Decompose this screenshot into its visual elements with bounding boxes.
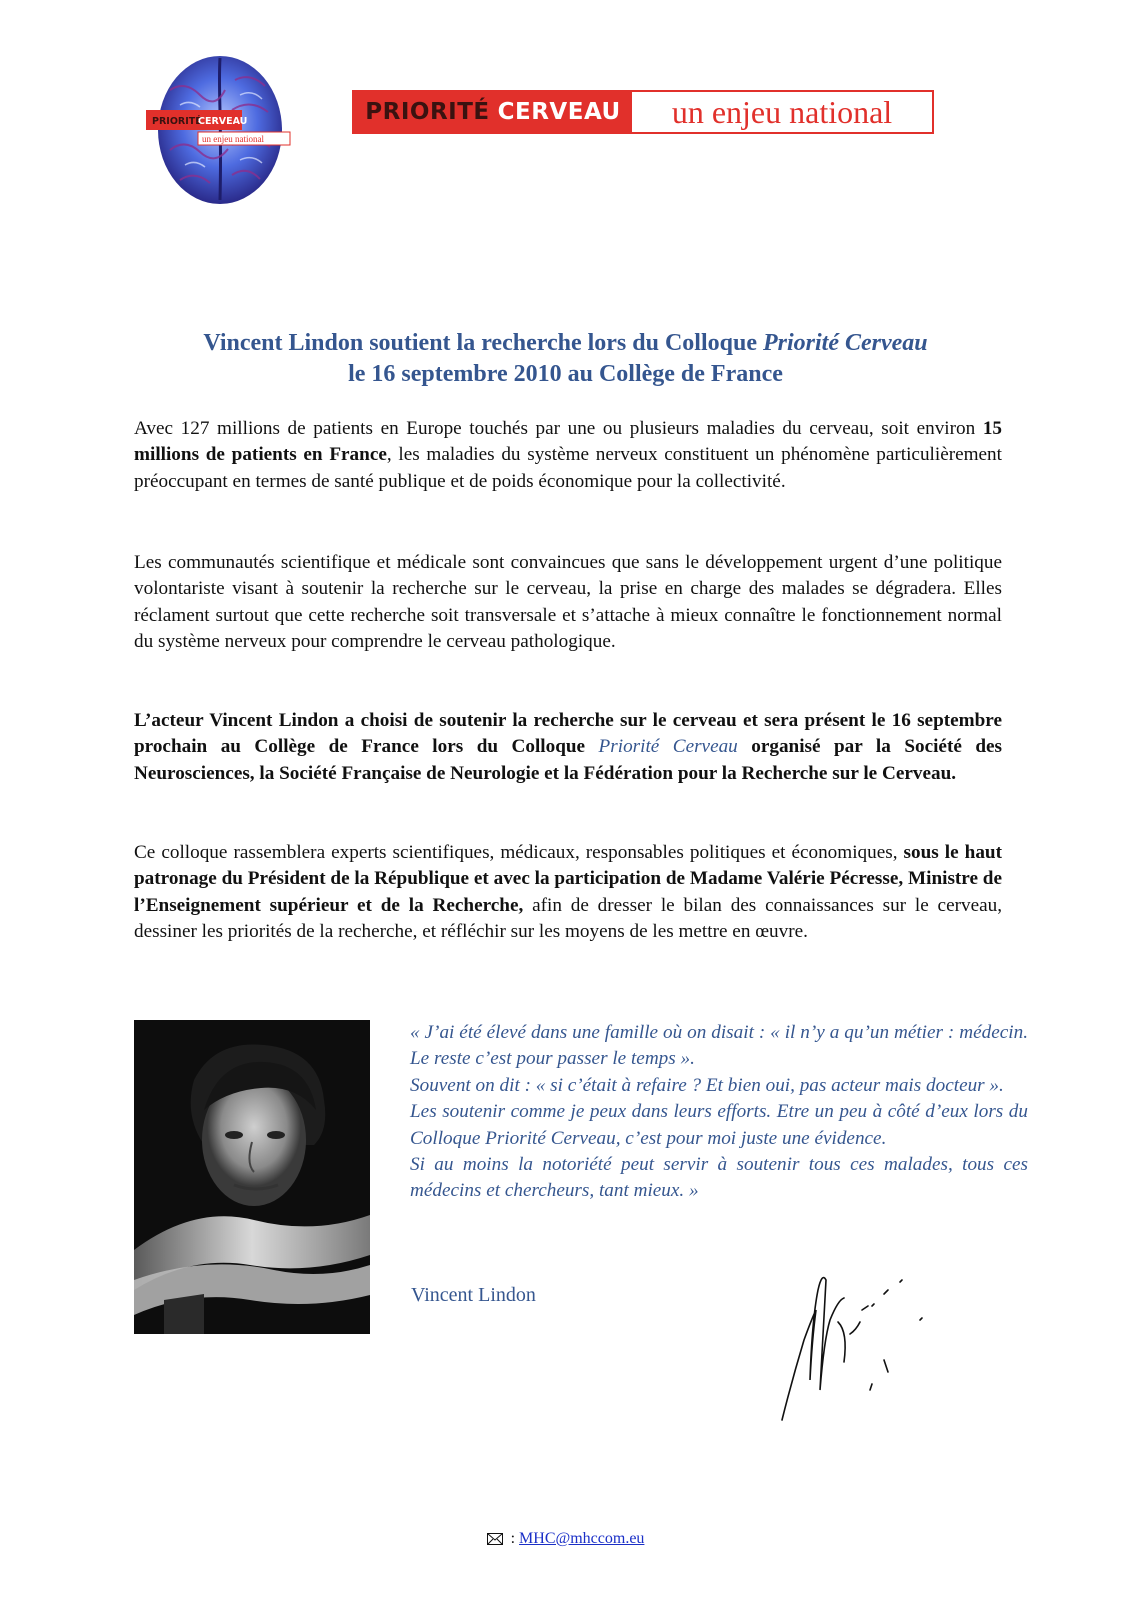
title-line1-text: Vincent Lindon soutient la recherche lors du Colloque [203, 330, 763, 356]
footer-contact [0, 1530, 1131, 1548]
logo-word1: PRIORITÉ [152, 116, 202, 127]
paragraph-4 [134, 840, 1002, 946]
banner-tagline: un enjeu national [671, 93, 893, 130]
footer-separator: : [506, 1530, 520, 1547]
paragraph-3-colloque-name: Priorité Cerveau [598, 736, 738, 758]
banner-brand-block [354, 92, 632, 132]
quote-line-1: « J’ai été élevé dans une famille où on disait : « il n’y a qu’un métier : médecin. Le reste c’est pour passer le temps ». [410, 1022, 1028, 1070]
quote-line-2: Souvent on dit : « si c’était à refaire ? Et bien oui, pas acteur mais docteur ». [410, 1074, 1004, 1096]
title-line1 [100, 328, 1031, 359]
logo-tagline: un enjeu national [202, 134, 264, 144]
paragraph-3-text-c: organisé par la Société des Neurosciences, la Société Française de Neurologie et la Fédération pour la Recherche sur le Cerveau. [134, 736, 1002, 784]
paragraph-4-bold: sous le haut patronage du Président de la République et avec la participation de Madame Valérie Pécresse, Ministre de l’Enseignement supérieur et de la Recherche, [134, 842, 1002, 916]
banner-word2: CERVEAU [497, 99, 621, 125]
paragraph-1-text-a: Avec 127 millions de patients en Europe touchés par une ou plusieurs maladies du cerveau, soit environ [134, 418, 983, 439]
banner-word1: PRIORITÉ [365, 99, 490, 125]
logo-word2: CERVEAU [198, 116, 248, 127]
brain-logo-icon [140, 50, 300, 210]
quote-block [410, 1020, 1028, 1205]
header-banner [352, 90, 934, 134]
paragraph-1-bold: 15 millions de patients en France [134, 418, 1002, 466]
quote-author: Vincent Lindon [411, 1284, 536, 1306]
paragraph-4-text-c: afin de dresser le bilan des connaissances sur le cerveau, dessiner les priorités de la recherche, et réfléchir sur les moyens de les mettre en œuvre. [134, 894, 1003, 943]
paragraph-1-text-c: , les maladies du système nerveux constituent un phénomène particulièrement préoccupant en termes de santé publique et de poids économique pour la collectivité. [134, 444, 1002, 492]
paragraph-3 [134, 708, 1002, 787]
press-release-title [100, 328, 1031, 390]
paragraph-4-text-a: Ce colloque rassemblera experts scientifiques, médicaux, responsables politiques et économiques, [134, 842, 904, 863]
paragraph-2: Les communautés scientifique et médicale sont convaincues que sans le développement urgent d’une politique volontariste visant à soutenir la recherche sur le cerveau, la prise en charge des malades se dégradera. Elles réclament surtout que cette recherche soit transversale et s’attache à mieux connaître le fonctionnement normal du système nerveux pour comprendre le cerveau pathologique. [134, 552, 1002, 653]
title-line2: le 16 septembre 2010 au Collège de France [348, 361, 783, 387]
quote-line-3: Les soutenir comme je peux dans leurs efforts. Etre un peu à côté d’eux lors du Colloque Priorité Cerveau, c’est pour moi juste une évidence. [410, 1101, 1028, 1149]
envelope-icon [487, 1533, 503, 1545]
title-colloque-name: Priorité Cerveau [762, 330, 928, 356]
vincent-lindon-photo [134, 1020, 370, 1334]
email-link[interactable]: MHC@mhccom.eu [519, 1530, 645, 1547]
handwritten-signature-icon [780, 1262, 940, 1432]
paragraph-3-text-a: L’acteur Vincent Lindon a choisi de soutenir la recherche sur le cerveau et sera présent le 16 septembre prochain au Collège de France lors du Colloque [134, 710, 1002, 758]
quote-line-4: Si au moins la notoriété peut servir à soutenir tous ces malades, tous ces médecins et chercheurs, tant mieux. » [410, 1154, 1028, 1202]
paragraph-1 [134, 416, 1002, 495]
